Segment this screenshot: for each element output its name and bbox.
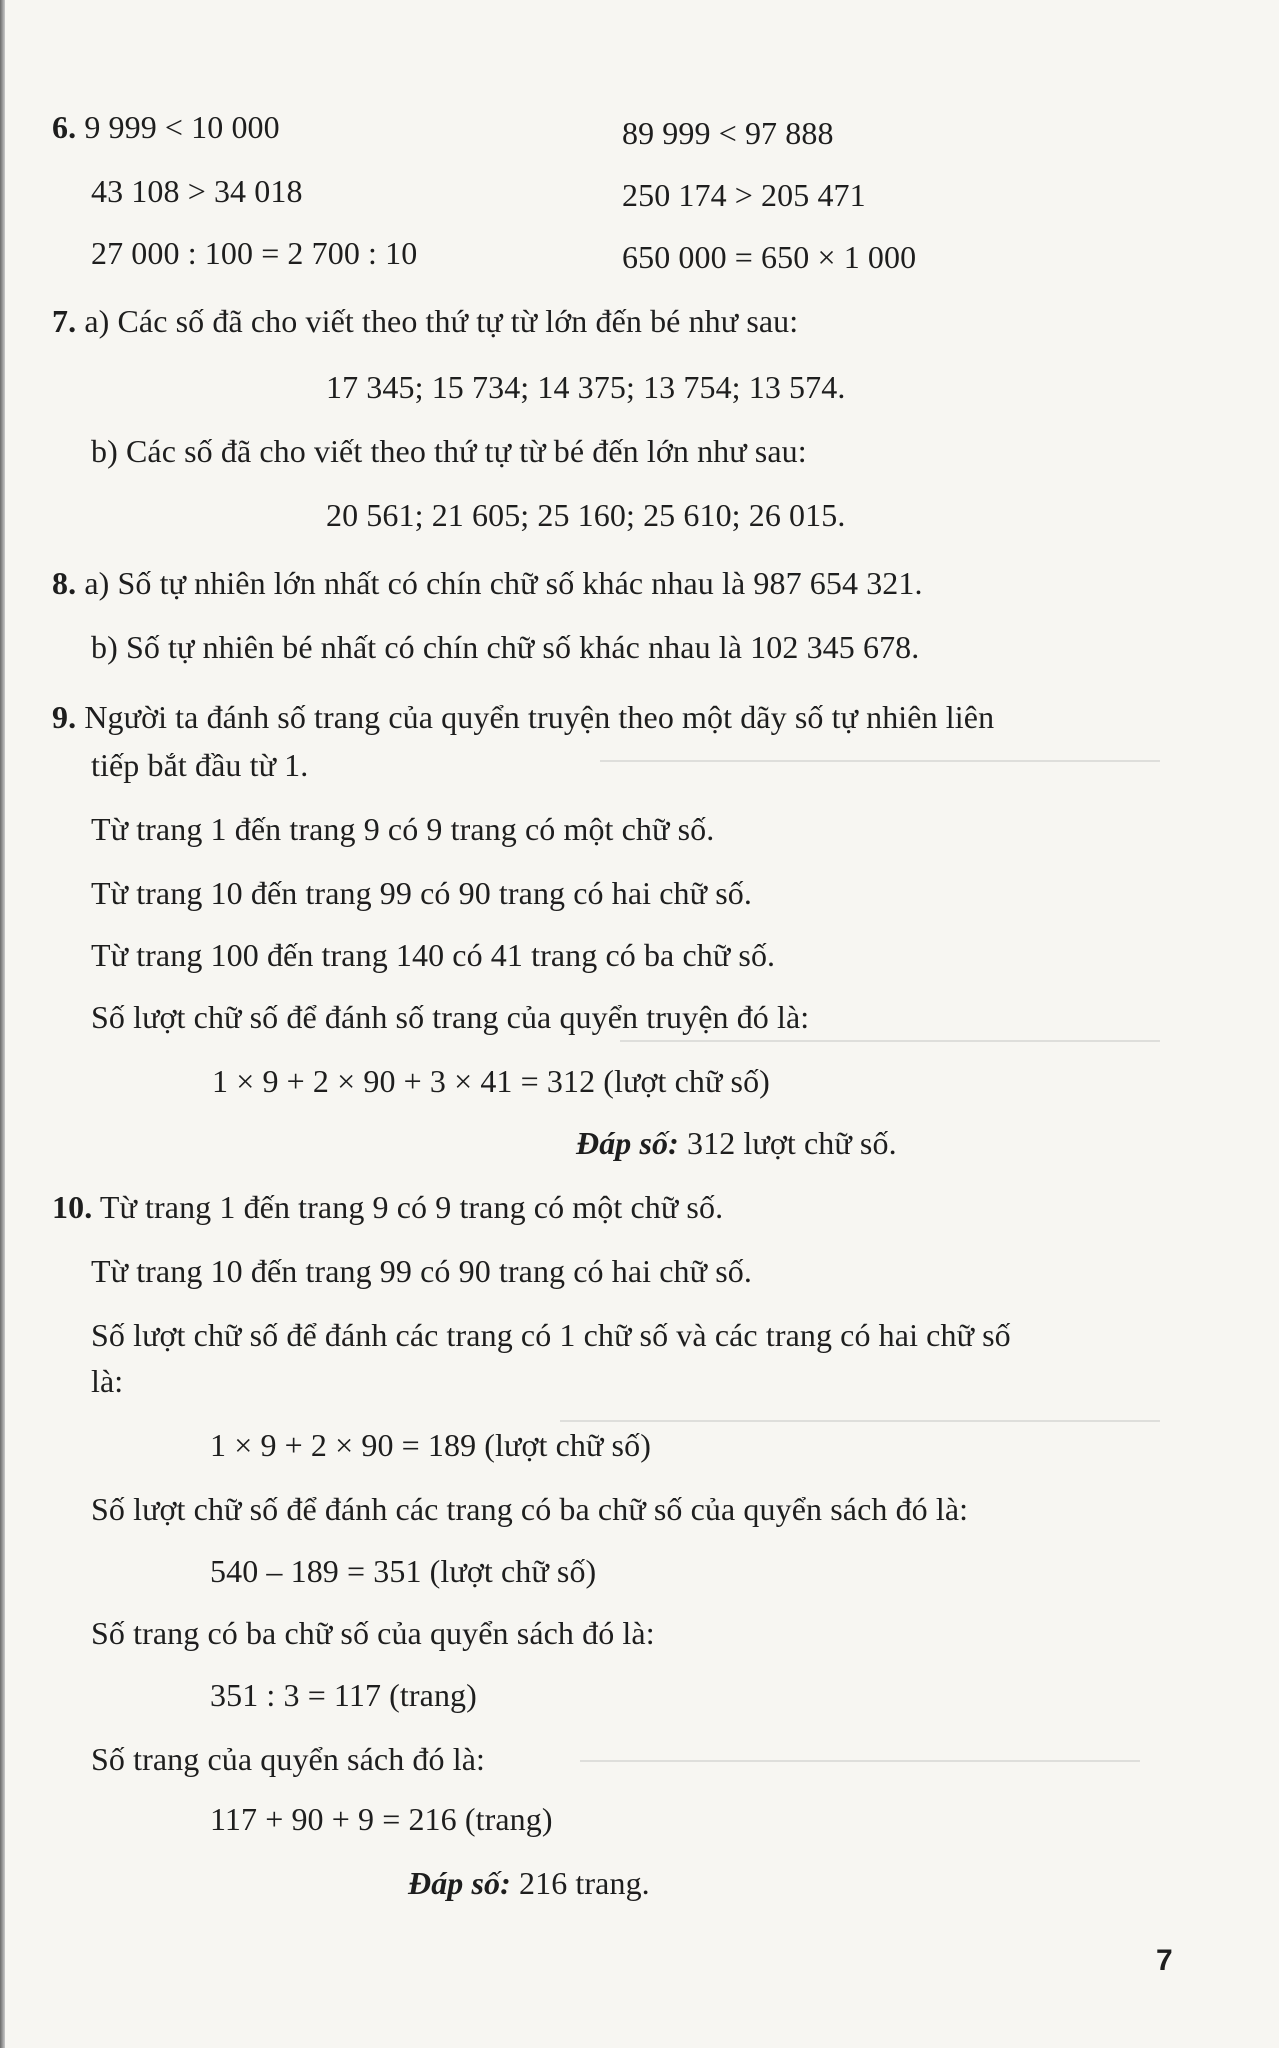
problem-9-answer	[576, 1124, 897, 1162]
problem-6-row-3-right: 650 000 = 650 × 1 000	[622, 239, 917, 275]
statement: Người ta đánh số trang của quyển truyện theo một dãy số tự nhiên liên	[84, 699, 995, 735]
problem-10-line-3b: là:	[91, 1363, 124, 1399]
problem-9-line-2: Từ trang 10 đến trang 99 có 90 trang có hai chữ số.	[91, 875, 752, 911]
problem-number: 6.	[52, 109, 77, 145]
problem-6-row-2-left: 43 108 > 34 018	[91, 173, 303, 209]
comparison: 9 999 < 10 000	[84, 109, 280, 145]
problem-9-intro-line-2: tiếp bắt đầu từ 1.	[91, 747, 309, 783]
problem-6-row-1-right: 89 999 < 97 888	[622, 115, 834, 151]
problem-8-part-b: b) Số tự nhiên bé nhất có chín chữ số khác nhau là 102 345 678.	[91, 629, 920, 665]
page-number: 7	[1156, 1944, 1173, 1977]
problem-number: 9.	[52, 699, 77, 735]
problem-6-row-1-left	[52, 108, 280, 146]
answer-value: 216 trang.	[519, 1865, 650, 1901]
statement: Từ trang 1 đến trang 9 có 9 trang có một chữ số.	[99, 1189, 724, 1225]
problem-7-part-b-values: 20 561; 21 605; 25 160; 25 610; 26 015.	[326, 497, 846, 533]
problem-8-part-a	[52, 564, 923, 602]
problem-number: 10.	[52, 1189, 93, 1225]
statement: a) Các số đã cho viết theo thứ tự từ lớn đến bé như sau:	[84, 303, 799, 339]
problem-9-calculation: 1 × 9 + 2 × 90 + 3 × 41 = 312 (lượt chữ số)	[212, 1063, 770, 1099]
answer-label: Đáp số:	[408, 1865, 511, 1901]
problem-10-answer	[408, 1864, 650, 1902]
answer-value: 312 lượt chữ số.	[687, 1125, 897, 1161]
problem-7-part-a	[52, 302, 798, 340]
problem-10-calculation-2: 540 – 189 = 351 (lượt chữ số)	[210, 1553, 597, 1589]
problem-10-calculation-3: 351 : 3 = 117 (trang)	[210, 1677, 477, 1713]
problem-6-row-3-left: 27 000 : 100 = 2 700 : 10	[91, 235, 418, 271]
problem-number: 8.	[52, 565, 77, 601]
problem-6-row-2-right: 250 174 > 205 471	[622, 177, 866, 213]
problem-10-line-3a: Số lượt chữ số để đánh các trang có 1 chữ số và các trang có hai chữ số	[91, 1317, 1011, 1353]
problem-10-line-5: Số trang có ba chữ số của quyển sách đó là:	[91, 1615, 655, 1651]
problem-9-line-1: Từ trang 1 đến trang 9 có 9 trang có một chữ số.	[91, 811, 715, 847]
problem-9-intro-line-1	[52, 698, 994, 736]
show-through-texture	[600, 760, 1160, 772]
problem-10-calculation-1: 1 × 9 + 2 × 90 = 189 (lượt chữ số)	[210, 1427, 651, 1463]
problem-10-line-2: Từ trang 10 đến trang 99 có 90 trang có hai chữ số.	[91, 1253, 752, 1289]
problem-7-part-a-values: 17 345; 15 734; 14 375; 13 754; 13 574.	[326, 369, 846, 405]
page-binding-edge	[0, 0, 5, 2048]
statement: a) Số tự nhiên lớn nhất có chín chữ số khác nhau là 987 654 321.	[84, 565, 923, 601]
answer-label: Đáp số:	[576, 1125, 679, 1161]
show-through-texture	[620, 1040, 1160, 1052]
problem-9-line-3: Từ trang 100 đến trang 140 có 41 trang có ba chữ số.	[91, 937, 776, 973]
show-through-texture	[580, 1760, 1140, 1772]
problem-9-line-4: Số lượt chữ số để đánh số trang của quyển truyện đó là:	[91, 999, 810, 1035]
problem-10-calculation-4: 117 + 90 + 9 = 216 (trang)	[210, 1801, 553, 1837]
problem-10-line-1	[52, 1188, 723, 1226]
problem-number: 7.	[52, 303, 77, 339]
problem-7-part-b: b) Các số đã cho viết theo thứ tự từ bé đến lớn như sau:	[91, 433, 807, 469]
problem-10-line-6: Số trang của quyển sách đó là:	[91, 1741, 485, 1777]
problem-10-line-4: Số lượt chữ số để đánh các trang có ba chữ số của quyển sách đó là:	[91, 1491, 969, 1527]
